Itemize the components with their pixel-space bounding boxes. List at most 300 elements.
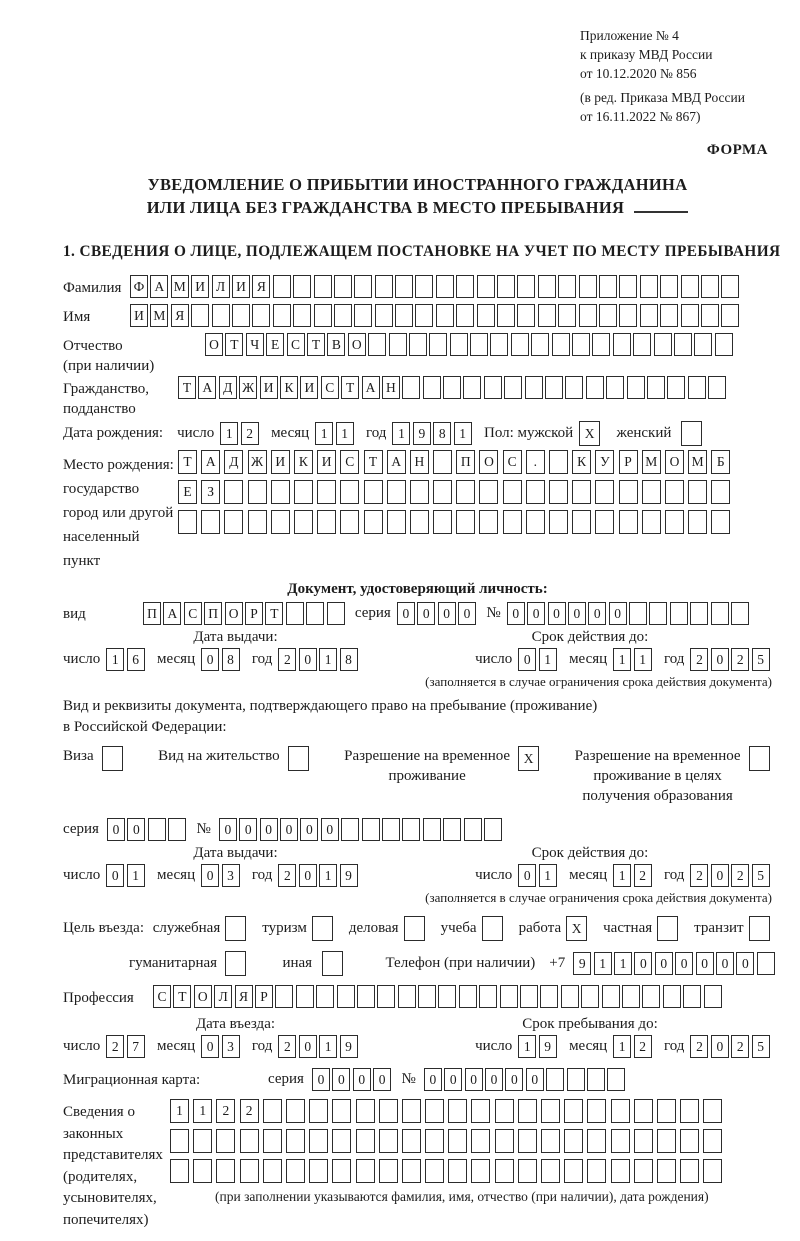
form-cell: 1: [319, 864, 337, 887]
form-cell: 0: [201, 864, 219, 887]
form-cell: 0: [634, 952, 652, 975]
resid-valid-month-cells: [613, 864, 654, 887]
form-cell: Е: [178, 480, 197, 504]
form-cell: А: [201, 450, 220, 474]
form-cell: [541, 1129, 560, 1153]
form-cell: 8: [340, 648, 358, 671]
form-cell: [680, 1099, 699, 1123]
form-cell: X: [566, 916, 587, 941]
surname-label: Фамилия: [63, 280, 122, 296]
form-cell: 0: [201, 1035, 219, 1058]
migcard-number-cells: [424, 1068, 628, 1091]
form-cell: 0: [299, 1035, 317, 1058]
patronymic-label-line2: (при наличии): [63, 358, 155, 374]
form-cell: [168, 818, 186, 841]
form-cell: [433, 450, 452, 474]
field-name: [63, 304, 772, 327]
form-cell: [681, 421, 702, 446]
sex-label: Пол: мужской: [484, 425, 574, 441]
form-cell: 2: [634, 1035, 652, 1058]
form-cell: 0: [424, 1068, 442, 1091]
form-cell: [404, 916, 425, 941]
temp-residence-label-line1: Разрешение на временное: [344, 748, 511, 764]
form-cell: 0: [485, 1068, 503, 1091]
form-cell: [660, 304, 678, 327]
form-cell: [579, 275, 597, 298]
temp-residence-checkbox: [518, 746, 541, 771]
stay-year-cells: [690, 1035, 772, 1058]
form-cell: [337, 985, 355, 1008]
form-cell: 2: [690, 1035, 708, 1058]
form-cell: [479, 510, 498, 534]
form-cell: [586, 376, 604, 399]
form-cell: [721, 275, 739, 298]
form-cell: [503, 510, 522, 534]
purpose-private-checkbox: [657, 916, 680, 941]
form-cell: [470, 333, 488, 356]
migcard-series-label: серия: [268, 1071, 304, 1087]
form-cell: [477, 275, 495, 298]
form-cell: [715, 333, 733, 356]
form-cell: П: [204, 602, 222, 625]
guardians-label-line: попечителях): [63, 1211, 149, 1228]
form-cell: [619, 275, 637, 298]
form-cell: 0: [397, 602, 415, 625]
form-cell: 2: [241, 422, 259, 445]
form-cell: 0: [107, 818, 125, 841]
form-cell: [456, 275, 474, 298]
form-cell: З: [201, 480, 220, 504]
migration-card-label: Миграционная карта:: [63, 1071, 201, 1088]
form-cell: 1: [613, 648, 631, 671]
form-cell: [549, 480, 568, 504]
form-cell: 0: [127, 818, 145, 841]
form-cell: [148, 818, 166, 841]
form-cell: 9: [340, 1035, 358, 1058]
guardians-row1-cells: [170, 1099, 727, 1123]
form-cell: 0: [507, 602, 525, 625]
form-cell: [364, 480, 383, 504]
purpose-option-business: [63, 916, 249, 941]
form-cell: [471, 1099, 490, 1123]
form-cell: [425, 1129, 444, 1153]
form-cell: [294, 510, 313, 534]
form-cell: [201, 510, 220, 534]
form-cell: 0: [675, 952, 693, 975]
id-doc-series-cells: [397, 602, 479, 625]
birth-month-cells: [315, 422, 356, 445]
guardians-labels: [63, 1099, 170, 1231]
birthdate-label: Дата рождения:: [63, 425, 164, 441]
form-cell: [526, 480, 545, 504]
year-label: год: [663, 651, 685, 667]
form-cell: М: [688, 450, 707, 474]
form-cell: И: [232, 275, 250, 298]
form-cell: [288, 746, 309, 771]
form-cell: М: [171, 275, 189, 298]
ref-line: Приложение № 4: [580, 28, 679, 43]
form-cell: Ф: [130, 275, 148, 298]
form-cell: 7: [127, 1035, 145, 1058]
form-cell: 1: [634, 648, 652, 671]
form-cell: Т: [307, 333, 325, 356]
month-label: месяц: [157, 867, 196, 883]
issue-date-heading: Дата выдачи:: [193, 845, 278, 861]
form-cell: 1: [319, 648, 337, 671]
form-cell: 1: [613, 1035, 631, 1058]
form-cell: [657, 1099, 676, 1123]
form-cell: 8: [433, 422, 451, 445]
patronymic-label-line1: Отчество: [63, 338, 123, 354]
form-cell: 2: [731, 864, 749, 887]
day-label: число: [177, 425, 215, 441]
form-cell: [649, 602, 667, 625]
resid-valid-day-cells: [518, 864, 559, 887]
form-cell: [477, 304, 495, 327]
form-cell: [382, 818, 400, 841]
purpose-option-commercial: [349, 916, 427, 941]
month-label: месяц: [569, 867, 608, 883]
form-cell: [606, 376, 624, 399]
temp-residence-edu-label-line3: получения образования: [582, 788, 733, 804]
form-cell: [688, 510, 707, 534]
field-citizenship: [63, 376, 772, 419]
form-cell: [448, 1099, 467, 1123]
validity-note: (заполняется в случае ограничения срока действия документа): [425, 890, 772, 905]
field-guardians: [63, 1099, 772, 1231]
day-label: число: [475, 651, 513, 667]
purpose-work-checkbox: [566, 916, 589, 941]
field-surname: [63, 275, 772, 298]
form-cell: [640, 304, 658, 327]
patronymic-label: [63, 333, 205, 376]
surname-cells: [130, 275, 742, 298]
purpose-transit-label: транзит: [694, 920, 744, 936]
form-cell: [525, 376, 543, 399]
form-cell: 1: [539, 864, 557, 887]
residence-permit-label: Вид на жительство: [158, 748, 280, 764]
ref-line: к приказу МВД России: [580, 47, 713, 62]
year-label: год: [663, 867, 685, 883]
form-cell: [436, 275, 454, 298]
form-cell: П: [456, 450, 475, 474]
form-cell: 0: [458, 602, 476, 625]
form-cell: [296, 985, 314, 1008]
form-cell: 6: [127, 648, 145, 671]
birthplace-label-line: город или другой: [63, 505, 174, 521]
form-cell: [484, 818, 502, 841]
year-label: год: [251, 867, 273, 883]
form-cell: К: [572, 450, 591, 474]
sex-female-label: женский: [616, 425, 672, 441]
valid-until-heading: Срок действия до:: [531, 629, 649, 645]
form-cell: 0: [548, 602, 566, 625]
form-cell: 0: [353, 1068, 371, 1091]
id-valid-month-cells: [613, 648, 654, 671]
form-cell: 0: [518, 648, 536, 671]
purpose-private-label: частная: [603, 920, 653, 936]
option-temp-residence: [344, 746, 541, 786]
form-cell: [665, 510, 684, 534]
form-cell: Т: [178, 376, 196, 399]
birthplace-row2-cells: [178, 480, 735, 504]
form-cell: [497, 304, 515, 327]
option-residence-permit: [158, 746, 311, 771]
form-cell: 1: [315, 422, 333, 445]
form-cell: [456, 510, 475, 534]
form-cell: [479, 985, 497, 1008]
purpose-option-study: [441, 916, 505, 941]
form-cell: 2: [690, 864, 708, 887]
form-cell: [704, 985, 722, 1008]
purpose-humanitarian-label: гуманитарная: [129, 955, 218, 971]
form-cell: [619, 510, 638, 534]
form-cell: [517, 275, 535, 298]
year-label: год: [663, 1038, 685, 1054]
form-cell: .: [526, 450, 545, 474]
sex-female-checkbox: [681, 421, 704, 446]
form-cell: [252, 304, 270, 327]
form-cell: [657, 916, 678, 941]
birthplace-label-line: Место рождения:: [63, 457, 174, 473]
form-cell: [495, 1099, 514, 1123]
form-cell: [178, 510, 197, 534]
form-cell: [415, 275, 433, 298]
phone-prefix: +7: [549, 955, 566, 971]
form-cell: Р: [619, 450, 638, 474]
form-cell: [634, 1129, 653, 1153]
valid-until-heading: Срок действия до:: [531, 845, 649, 861]
visa-checkbox: [102, 746, 125, 771]
month-label: месяц: [157, 651, 196, 667]
form-cell: [463, 376, 481, 399]
temp-residence-label-line2: проживание: [388, 768, 466, 784]
form-cell: [409, 333, 427, 356]
form-cell: 0: [417, 602, 435, 625]
birth-day-cells: [220, 422, 261, 445]
form-cell: С: [153, 985, 171, 1008]
form-cell: 0: [300, 818, 318, 841]
form-cell: 0: [219, 818, 237, 841]
guardians-note: (при заполнении указываются фамилия, имя, отчество (при наличии), дата рождения): [215, 1189, 709, 1204]
form-cell: [572, 480, 591, 504]
name-cells: [130, 304, 742, 327]
form-cell: [518, 1129, 537, 1153]
header-reference-block: [580, 26, 772, 126]
purpose-other-checkbox: [322, 951, 345, 976]
form-cell: X: [518, 746, 539, 771]
id-issue-day-cells: [106, 648, 147, 671]
form-cell: [564, 1099, 583, 1123]
form-cell: [619, 304, 637, 327]
resid-issue-group: [63, 864, 370, 887]
form-cell: И: [191, 275, 209, 298]
birthplace-labels: [63, 450, 178, 573]
profession-cells: [153, 985, 724, 1008]
resid-series-label: серия: [63, 821, 99, 837]
form-cell: [640, 275, 658, 298]
resid-issue-month-cells: [201, 864, 242, 887]
form-cell: [701, 304, 719, 327]
form-cell: [286, 602, 304, 625]
citizenship-cells: [178, 376, 729, 399]
form-cell: [418, 985, 436, 1008]
form-cell: [665, 480, 684, 504]
form-cell: [681, 304, 699, 327]
form-cell: 1: [539, 648, 557, 671]
form-cell: [225, 916, 246, 941]
form-cell: [581, 985, 599, 1008]
migcard-series-cells: [312, 1068, 394, 1091]
resid-doc-date-headings: [63, 845, 772, 862]
temp-residence-edu-label-line2: проживание в целях: [593, 768, 722, 784]
form-cell: П: [143, 602, 161, 625]
form-cell: 0: [588, 602, 606, 625]
form-cell: [579, 304, 597, 327]
form-cell: [191, 304, 209, 327]
form-cell: 2: [731, 1035, 749, 1058]
form-cell: 2: [216, 1099, 235, 1123]
form-cell: [602, 985, 620, 1008]
form-cell: [611, 1099, 630, 1123]
form-cell: Т: [341, 376, 359, 399]
form-cell: [490, 333, 508, 356]
form-cell: [398, 985, 416, 1008]
entry-year-cells: [278, 1035, 360, 1058]
purpose-study-label: учеба: [440, 920, 477, 936]
form-cell: [402, 1129, 421, 1153]
form-cell: [459, 985, 477, 1008]
residence-permit-checkbox: [288, 746, 311, 771]
form-cell: 1: [319, 1035, 337, 1058]
form-cell: [607, 1068, 625, 1091]
form-cell: [433, 510, 452, 534]
resid-doc-line1: Вид и реквизиты документа, подтверждающего право на пребывание (проживание): [63, 698, 598, 714]
form-cell: 9: [573, 952, 591, 975]
form-cell: 0: [332, 1068, 350, 1091]
form-cell: [332, 1129, 351, 1153]
form-cell: [271, 510, 290, 534]
form-cell: К: [280, 376, 298, 399]
form-cell: Л: [212, 275, 230, 298]
form-cell: X: [579, 421, 600, 446]
form-cell: Т: [225, 333, 243, 356]
id-doc-valid-group: [475, 648, 772, 671]
field-migration-card: [63, 1068, 772, 1091]
form-cell: [375, 304, 393, 327]
form-cell: 0: [260, 818, 278, 841]
form-cell: [565, 376, 583, 399]
form-cell: [731, 602, 749, 625]
form-cell: [564, 1129, 583, 1153]
form-cell: [354, 275, 372, 298]
form-cell: [294, 480, 313, 504]
form-cell: [317, 480, 336, 504]
form-cell: А: [150, 275, 168, 298]
form-cell: [690, 602, 708, 625]
form-cell: [711, 602, 729, 625]
form-cell: [613, 333, 631, 356]
resid-number-cells: [219, 818, 504, 841]
form-cell: [425, 1099, 444, 1123]
sex-male-checkbox: [579, 421, 602, 446]
purpose-commercial-checkbox: [404, 916, 427, 941]
form-cell: 0: [373, 1068, 391, 1091]
form-cell: [286, 1099, 305, 1123]
id-doc-type-cells: [143, 602, 347, 625]
form-cell: 2: [106, 1035, 124, 1058]
purpose-option-work: [519, 916, 590, 941]
form-cell: С: [503, 450, 522, 474]
entry-month-cells: [201, 1035, 242, 1058]
form-cell: [694, 333, 712, 356]
form-cell: [701, 275, 719, 298]
id-issue-year-cells: [278, 648, 360, 671]
form-cell: И: [317, 450, 336, 474]
form-cell: [357, 985, 375, 1008]
year-label: год: [251, 651, 273, 667]
stay-month-cells: [613, 1035, 654, 1058]
day-label: число: [475, 1038, 513, 1054]
form-cell: 2: [731, 648, 749, 671]
name-label: Имя: [63, 309, 91, 325]
form-cell: 1: [454, 422, 472, 445]
form-cell: М: [150, 304, 168, 327]
id-valid-day-cells: [518, 648, 559, 671]
resid-number-label: №: [196, 821, 211, 837]
form-cell: 0: [299, 864, 317, 887]
form-cell: [500, 985, 518, 1008]
title-blank-underline: [634, 198, 688, 213]
resid-doc-options: [63, 746, 772, 806]
form-cell: [688, 480, 707, 504]
day-label: число: [63, 1038, 101, 1054]
form-cell: [721, 304, 739, 327]
profession-label: Профессия: [63, 990, 134, 1006]
form-cell: [484, 376, 502, 399]
form-cell: [541, 1099, 560, 1123]
form-cell: О: [348, 333, 366, 356]
form-cell: Я: [235, 985, 253, 1008]
temp-residence-edu-label: [575, 746, 741, 806]
form-cell: [327, 602, 345, 625]
form-cell: [224, 510, 243, 534]
guardians-label-line: Сведения о: [63, 1104, 135, 1120]
form-cell: 0: [527, 602, 545, 625]
ref-line: от 10.12.2020 № 856: [580, 66, 697, 81]
form-cell: Е: [266, 333, 284, 356]
form-cell: [293, 304, 311, 327]
form-cell: [540, 985, 558, 1008]
year-label: год: [251, 1038, 273, 1054]
form-cell: Р: [245, 602, 263, 625]
form-cell: О: [194, 985, 212, 1008]
form-cell: 0: [711, 864, 729, 887]
form-cell: [681, 275, 699, 298]
form-cell: [436, 304, 454, 327]
form-cell: Т: [265, 602, 283, 625]
form-cell: [482, 916, 503, 941]
form-cell: 3: [222, 1035, 240, 1058]
form-cell: [654, 333, 672, 356]
form-cell: А: [362, 376, 380, 399]
section1-heading: 1. СВЕДЕНИЯ О ЛИЦЕ, ПОДЛЕЖАЩЕМ ПОСТАНОВКЕ НА УЧЕТ ПО МЕСТУ ПРЕБЫВАНИЯ: [63, 243, 781, 260]
form-cell: [622, 985, 640, 1008]
form-cell: 0: [106, 864, 124, 887]
form-cell: [642, 480, 661, 504]
form-cell: [538, 275, 556, 298]
field-birthdate: [63, 421, 772, 446]
